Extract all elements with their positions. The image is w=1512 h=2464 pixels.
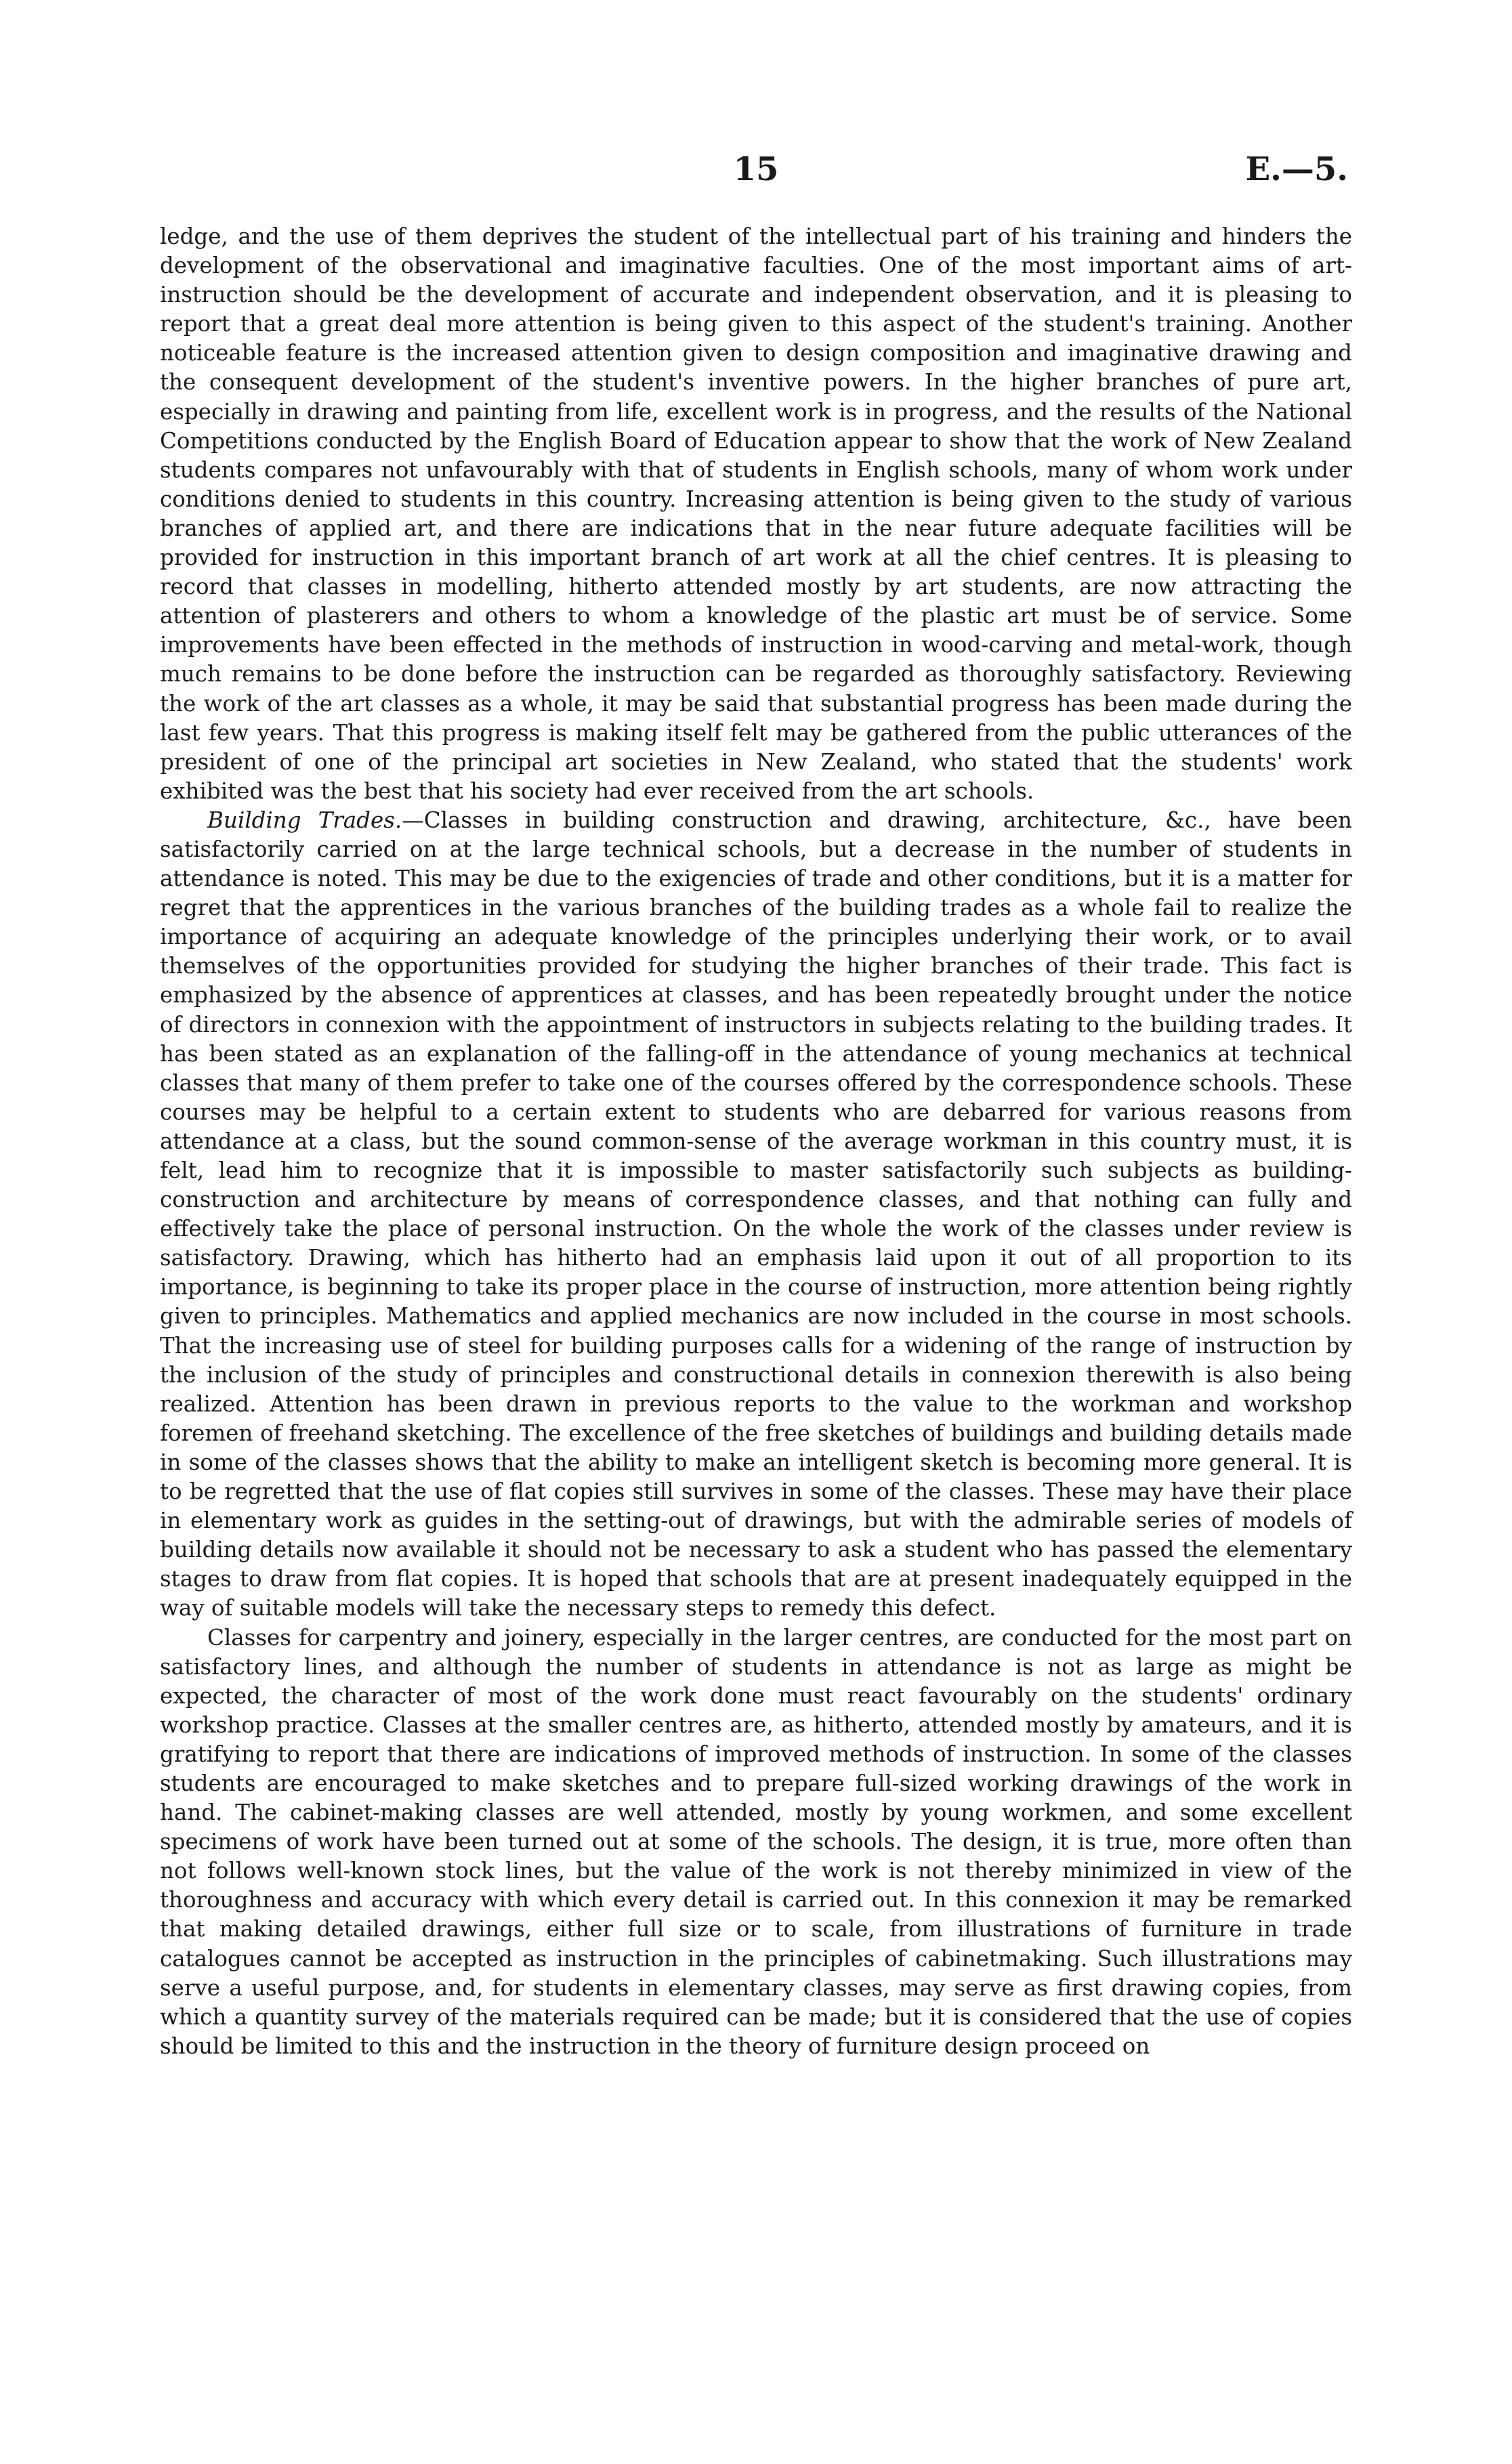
- paragraph-text: —Classes in building construction and drawing, architecture, &c., have been satisfactorily carried on at the large technical schools, but a decrease in the number of students in attendance is noted. This may be due to the exigencies of trade and other conditions, but it is a matter for regret that the apprentices in the various branches of the building trades as a whole fail to realize the importance of acquiring an adequate knowledge of the principles underlying their work, or to avail themselves of the opportunities provided for studying the higher branches of their trade. This fact is emphasized by the absence of apprentices at classes, and has been repeatedly brought under the notice of directors in connexion with the appointment of instructors in subjects relating to the building trades. It has been stated as an explanation of the falling-off in the attendance of young mechanics at technical classes that many of them prefer to take one of the courses offered by the correspondence schools. These courses may be helpful to a certain extent to students who are debarred for various reasons from attendance at a class, but the sound common-sense of the average workman in this country must, it is felt, lead him to recognize that it is impossible to master satisfactorily such subjects as building-construction and architecture by means of correspondence classes, and that nothing can fully and effectively take the place of personal instruction. On the whole the work of the classes under review is satisfactory. Drawing, which has hitherto had an emphasis laid upon it out of all proportion to its importance, is beginning to take its proper place in the course of instruction, more attention being rightly given to principles. Mathematics and applied mechanics are now included in the course in most schools. That the increasing use of steel for building purposes calls for a widening of the range of instruction by the inclusion of the study of principles and constructional details in connexion therewith is also being realized. Attention has been drawn in previous reports to the value to the workman and workshop foremen of freehand sketching. The excellence of the free sketches of buildings and building details made in some of the classes shows that the ability to make an intelligent sketch is becoming more general. It is to be regretted that the use of flat copies still survives in some of the classes. These may have their place in elementary work as guides in the setting-out of drawings, but with the admirable series of models of building details now available it should not be necessary to ask a student who has passed the elementary stages to draw from flat copies. It is hoped that schools that are at present inadequately equipped in the way of suitable models will take the necessary steps to remedy this defect.: [160, 807, 1352, 1621]
- paragraph-text: ledge, and the use of them deprives the student of the intellectual part of his training and hinders the development of the observational and imaginative faculties. One of the most important aims of art-instruction should be the development of accurate and independent observation, and it is pleasing to report that a great deal more attention is being given to this aspect of the student's training. Another noticeable feature is the increased attention given to design composition and imaginative drawing and the consequent development of the student's inventive powers. In the higher branches of pure art, especially in drawing and painting from life, excellent work is in progress, and the results of the National Competitions conducted by the English Board of Education appear to show that the work of New Zealand students compares not unfavourably with that of students in English schools, many of whom work under conditions denied to students in this country. Increasing attention is being given to the study of various branches of applied art, and there are indications that in the near future adequate facilities will be provided for instruction in this important branch of art work at all the chief centres. It is pleasing to record that classes in modelling, hitherto attended mostly by art students, are now attracting the attention of plasterers and others to whom a knowledge of the plastic art must be of service. Some improvements have been effected in the methods of instruction in wood-carving and metal-work, though much remains to be done before the instruction can be regarded as thoroughly satisfactory. Reviewing the work of the art classes as a whole, it may be said that substantial progress has been made during the last few years. That this progress is making itself felt may be gathered from the public utterances of the president of one of the principal art societies in New Zealand, who stated that the students' work exhibited was the best that his society had ever received from the art schools.: [160, 224, 1352, 804]
- document-code: E.—5.: [1245, 150, 1348, 188]
- page-number: 15: [733, 150, 779, 188]
- paragraph-text: Classes for carpentry and joinery, especially in the larger centres, are conducted for the most part on satisfactory lines, and although the number of students in attendance is not as large as might be expected, the character of most of the work done must react favourably on the students' ordinary workshop practice. Classes at the smaller centres are, as hitherto, attended mostly by amateurs, and it is gratifying to report that there are indications of improved methods of instruction. In some of the classes students are encouraged to make sketches and to prepare full-sized working drawings of the work in hand. The cabinet-making classes are well attended, mostly by young workmen, and some excellent specimens of work have been turned out at some of the schools. The design, it is true, more often than not follows well-known stock lines, but the value of the work is not thereby minimized in view of the thoroughness and accuracy with which every detail is carried out. In this connexion it may be remarked that making detailed drawings, either full size or to scale, from illustrations of furniture in trade catalogues cannot be accepted as instruction in the principles of cabinetmaking. Such illustrations may serve a useful purpose, and, for students in elementary classes, may serve as first drawing copies, from which a quantity survey of the materials required can be made; but it is considered that the use of copies should be limited to this and the instruction in the theory of furniture design proceed on: [160, 1624, 1352, 2059]
- body-text: [160, 222, 1352, 2061]
- paragraph-building-trades: [160, 806, 1352, 1623]
- paragraph-carpentry-joinery: [160, 1623, 1352, 2061]
- paragraph-art-continued: [160, 222, 1352, 806]
- section-heading-building-trades: Building Trades.: [207, 807, 402, 833]
